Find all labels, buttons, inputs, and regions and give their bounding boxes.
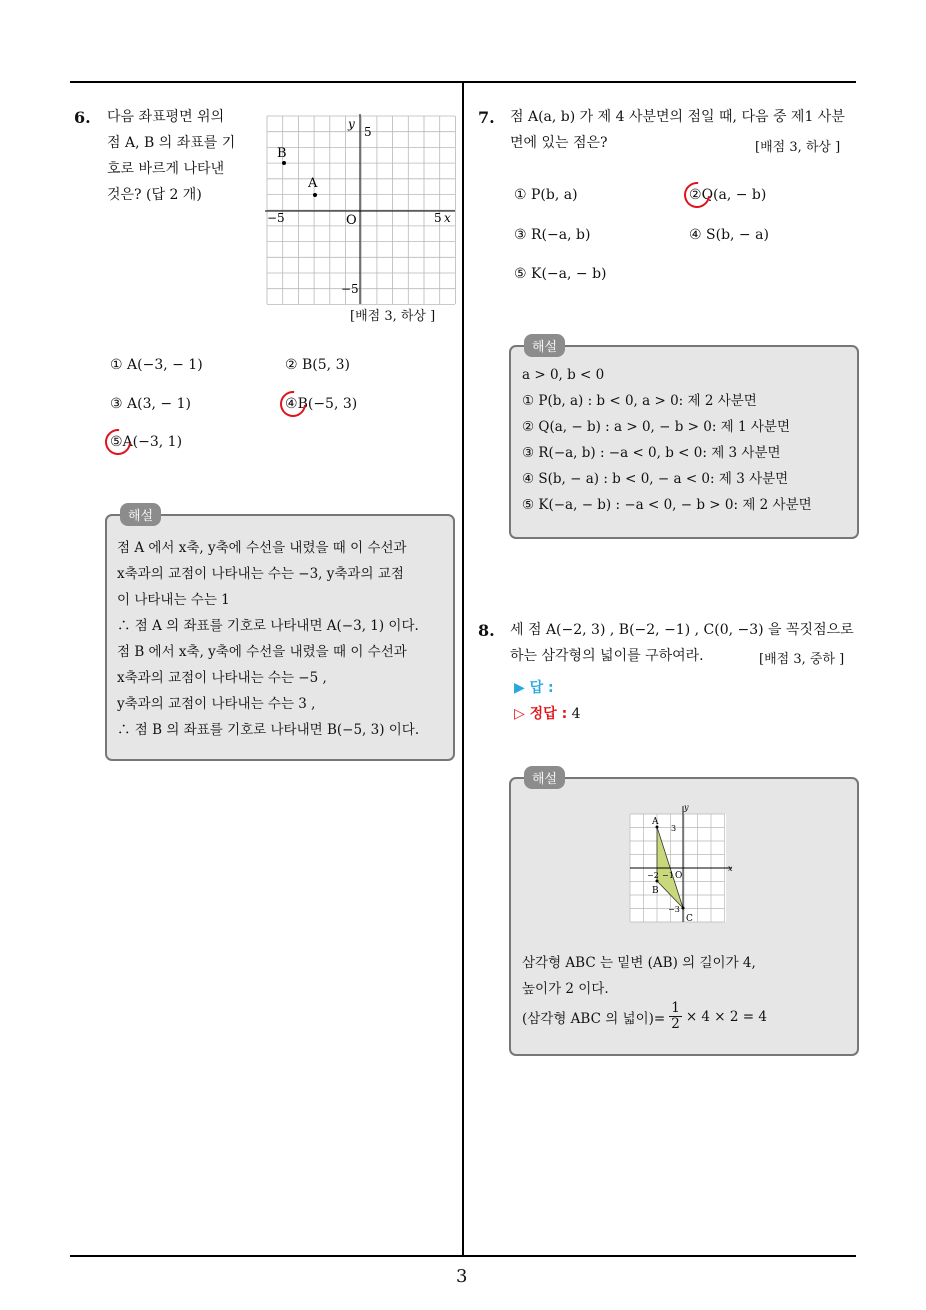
point-a-label: A bbox=[308, 176, 318, 191]
option-number: ④ bbox=[285, 396, 298, 412]
q7-option-5[interactable] bbox=[514, 266, 607, 282]
x-tick-neg5: −5 bbox=[267, 211, 285, 225]
question-6-coordinate-grid bbox=[265, 114, 457, 306]
fraction-numerator: 1 bbox=[671, 1000, 680, 1016]
question-6-score: [배점 3, 하상 ] bbox=[350, 309, 436, 324]
origin-label: O bbox=[346, 213, 357, 228]
question-8-line: 세 점 A(−2, 3) , B(−2, −1) , C(0, −3) 을 꼭짓점으로 bbox=[510, 622, 854, 638]
question-7-solution-text bbox=[522, 362, 812, 518]
y-tick-neg5: −5 bbox=[341, 282, 359, 296]
origin-label: O bbox=[675, 871, 683, 881]
q7-option-3[interactable] bbox=[514, 227, 590, 243]
option-text: K(−a, − b) bbox=[531, 266, 607, 282]
column-divider bbox=[462, 81, 464, 1256]
option-number: ④ bbox=[689, 227, 702, 243]
question-6-line: 호로 바르게 나타낸 bbox=[107, 161, 225, 177]
question-6-text bbox=[107, 104, 247, 208]
option-number: ② bbox=[689, 187, 702, 203]
x-axis-label: x bbox=[444, 211, 451, 225]
answer-mark-circle bbox=[275, 386, 312, 423]
option-text: S(b, − a) bbox=[706, 227, 769, 243]
solution-line: ③ R(−a, b) : −a < 0, b < 0: 제 3 사분면 bbox=[522, 445, 781, 461]
solution-line: ② Q(a, − b) : a > 0, − b > 0: 제 1 사분면 bbox=[522, 419, 791, 435]
q6-option-1[interactable] bbox=[110, 357, 203, 373]
option-text: P(b, a) bbox=[531, 187, 578, 203]
x-axis-label: x bbox=[728, 864, 733, 873]
option-number: ① bbox=[514, 187, 527, 203]
solution-line: 삼각형 ABC 는 밑변 (AB) 의 길이가 4, bbox=[522, 955, 756, 971]
area-formula bbox=[522, 1001, 767, 1032]
q7-option-4[interactable] bbox=[689, 227, 769, 243]
solution-line: 이 나타내는 수는 1 bbox=[117, 592, 230, 608]
page-number: 3 bbox=[456, 1266, 468, 1287]
question-6-solution-tag: 해설 bbox=[120, 503, 161, 526]
option-text: A(−3, 1) bbox=[122, 434, 183, 450]
correct-answer-label: ▷ 정답 : bbox=[514, 706, 568, 722]
option-number: ① bbox=[110, 357, 123, 373]
option-number: ⑤ bbox=[110, 434, 123, 450]
y-tick-neg3: −3 bbox=[668, 905, 680, 914]
solution-line: y축과의 교점이 나타내는 수는 3 , bbox=[117, 696, 316, 712]
question-7-number: 7. bbox=[478, 108, 495, 127]
fraction bbox=[669, 1001, 682, 1032]
solution-line: a > 0, b < 0 bbox=[522, 367, 605, 383]
question-8-triangle-graph bbox=[628, 802, 738, 926]
solution-line: ① P(b, a) : b < 0, a > 0: 제 2 사분면 bbox=[522, 393, 757, 409]
x-tick-neg2: −2 bbox=[647, 871, 659, 880]
formula-suffix: × 4 × 2 = 4 bbox=[685, 1008, 767, 1025]
solution-line: 점 B 에서 x축, y축에 수선을 내렸을 때 이 수선과 bbox=[117, 644, 407, 660]
point-a-marker bbox=[313, 193, 317, 197]
option-number: ② bbox=[285, 357, 298, 373]
solution-line: ∴ 점 B 의 좌표를 기호로 나타내면 B(−5, 3) 이다. bbox=[117, 722, 420, 738]
x-tick-5: 5 bbox=[434, 211, 442, 225]
correct-answer-value: 4 bbox=[571, 706, 581, 722]
question-8-solution-text bbox=[522, 950, 756, 1002]
question-7-solution-tag: 해설 bbox=[524, 334, 565, 357]
solution-line: ④ S(b, − a) : b < 0, − a < 0: 제 3 사분면 bbox=[522, 471, 789, 487]
point-c-marker bbox=[682, 907, 685, 910]
question-8-number: 8. bbox=[478, 621, 495, 640]
question-7-line: 면에 있는 점은? bbox=[510, 135, 608, 151]
q7-option-1[interactable] bbox=[514, 187, 578, 203]
question-6-number: 6. bbox=[74, 108, 91, 127]
solution-line: x축과의 교점이 나타내는 수는 −5 , bbox=[117, 670, 327, 686]
point-b-label: B bbox=[652, 886, 659, 896]
y-axis-label: y bbox=[684, 803, 689, 812]
solution-line: 점 A 에서 x축, y축에 수선을 내렸을 때 이 수선과 bbox=[117, 540, 407, 556]
option-text: Q(a, − b) bbox=[701, 187, 767, 203]
question-8-line: 하는 삼각형의 넓이를 구하여라. bbox=[510, 648, 704, 664]
fraction-denominator: 2 bbox=[671, 1016, 680, 1032]
y-axis-label: y bbox=[348, 117, 355, 131]
answer-mark-circle bbox=[100, 424, 137, 461]
solution-line: ⑤ K(−a, − b) : −a < 0, − b > 0: 제 2 사분면 bbox=[522, 497, 812, 513]
answer-mark-circle bbox=[679, 177, 716, 214]
formula-prefix: (삼각형 ABC 의 넓이)= bbox=[522, 1010, 666, 1027]
question-6-line: 것은? (답 2 개) bbox=[107, 187, 202, 203]
option-number: ⑤ bbox=[514, 266, 527, 282]
option-text: B(−5, 3) bbox=[297, 396, 358, 412]
correct-answer-row bbox=[514, 703, 581, 723]
point-b-marker bbox=[282, 161, 286, 165]
x-tick-neg1: −1 bbox=[662, 871, 674, 880]
option-text: A(−3, − 1) bbox=[127, 357, 203, 373]
question-6-solution-text bbox=[117, 535, 419, 743]
option-number: ③ bbox=[514, 227, 527, 243]
option-text: R(−a, b) bbox=[531, 227, 591, 243]
option-text: B(5, 3) bbox=[302, 357, 350, 373]
question-7-line: 점 A(a, b) 가 제 4 사분면의 점일 때, 다음 중 제1 사분 bbox=[510, 109, 845, 125]
option-text: A(3, − 1) bbox=[127, 396, 191, 412]
grid-lines bbox=[267, 116, 455, 304]
option-number: ③ bbox=[110, 396, 123, 412]
y-tick-3: 3 bbox=[671, 824, 677, 833]
q6-option-2[interactable] bbox=[285, 357, 350, 373]
solution-line: ∴ 점 A 의 좌표를 기호로 나타내면 A(−3, 1) 이다. bbox=[117, 618, 419, 634]
question-7-score: [배점 3, 하상 ] bbox=[755, 140, 841, 155]
y-tick-5: 5 bbox=[364, 125, 372, 139]
point-a-label: A bbox=[652, 817, 659, 827]
answer-label: ▶ 답 : bbox=[514, 680, 554, 696]
question-8-score: [배점 3, 중하 ] bbox=[759, 652, 845, 667]
solution-line: x축과의 교점이 나타내는 수는 −3, y축과의 교점 bbox=[117, 566, 404, 582]
q6-option-3[interactable] bbox=[110, 396, 191, 412]
question-8-solution-tag: 해설 bbox=[524, 766, 565, 789]
solution-line: 높이가 2 이다. bbox=[522, 981, 609, 997]
question-6-line: 점 A, B 의 좌표를 기 bbox=[107, 135, 236, 151]
point-b-label: B bbox=[277, 146, 287, 161]
question-6-line: 다음 좌표평면 위의 bbox=[107, 109, 225, 125]
point-c-label: C bbox=[686, 914, 693, 924]
